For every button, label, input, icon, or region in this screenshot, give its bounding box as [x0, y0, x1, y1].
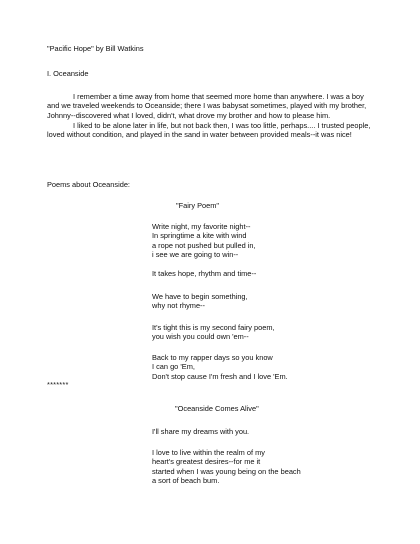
- poem-stanza: [152, 448, 301, 485]
- paragraph: I liked to be alone later in life, but not back then, I was too little, perhaps.... I trusted people, loved without condition, and played in the sand in water between provided meals--it was nice!: [47, 121, 371, 140]
- poem-line: a sort of beach bum.: [152, 475, 220, 485]
- poem-line: started when I was young being on the beach: [152, 466, 301, 476]
- poem-line: It's tight this is my second fairy poem,: [152, 323, 275, 332]
- section-heading: I. Oceanside: [47, 69, 89, 78]
- poem-stanza: [152, 292, 248, 311]
- poem-stanza: [152, 427, 249, 436]
- poem-line: I can go 'Em,: [152, 362, 195, 372]
- poem-title: "Fairy Poem": [176, 201, 220, 210]
- poem-line: Back to my rapper days so you know: [152, 353, 273, 362]
- poem-line: We have to begin something,: [152, 292, 248, 301]
- poem-line: Don't stop cause I'm fresh and I love 'Em.: [152, 371, 288, 381]
- poem-stanza: [152, 269, 256, 278]
- poem-line: Write night, my favorite night--: [152, 222, 251, 231]
- poem-stanza: [152, 353, 288, 381]
- poem-line: In springtime a kite with wind: [152, 231, 247, 241]
- poem-line: why not rhyme--: [152, 301, 205, 311]
- paragraph: I remember a time away from home that seemed more home than anywhere. I was a boy and we traveled weekends to Oceanside; there I was babysat sometimes, played with my brother, Johnny--discovered what I loved, didn't, what drove my brother and how to please him.: [47, 92, 367, 120]
- poem-stanza: [152, 323, 275, 342]
- poem-line: It takes hope, rhythm and time--: [152, 269, 257, 278]
- poem-line: I'll share my dreams with you.: [152, 427, 250, 436]
- poem-line: i see we are going to win--: [152, 249, 239, 259]
- poem-title: "Oceanside Comes Alive": [175, 404, 259, 413]
- poems-heading: Poems about Oceanside:: [47, 180, 130, 189]
- poem-stanza: [152, 222, 256, 259]
- section-separator: *******: [47, 380, 69, 389]
- poem-line: you wish you could own 'em--: [152, 332, 249, 342]
- document-title: "Pacific Hope" by Bill Watkins: [47, 44, 144, 53]
- poem-line: I love to live within the realm of my: [152, 448, 265, 457]
- poem-line: heart's greatest desires--for me it: [152, 457, 261, 467]
- poem-line: a rope not pushed but pulled in,: [152, 240, 256, 250]
